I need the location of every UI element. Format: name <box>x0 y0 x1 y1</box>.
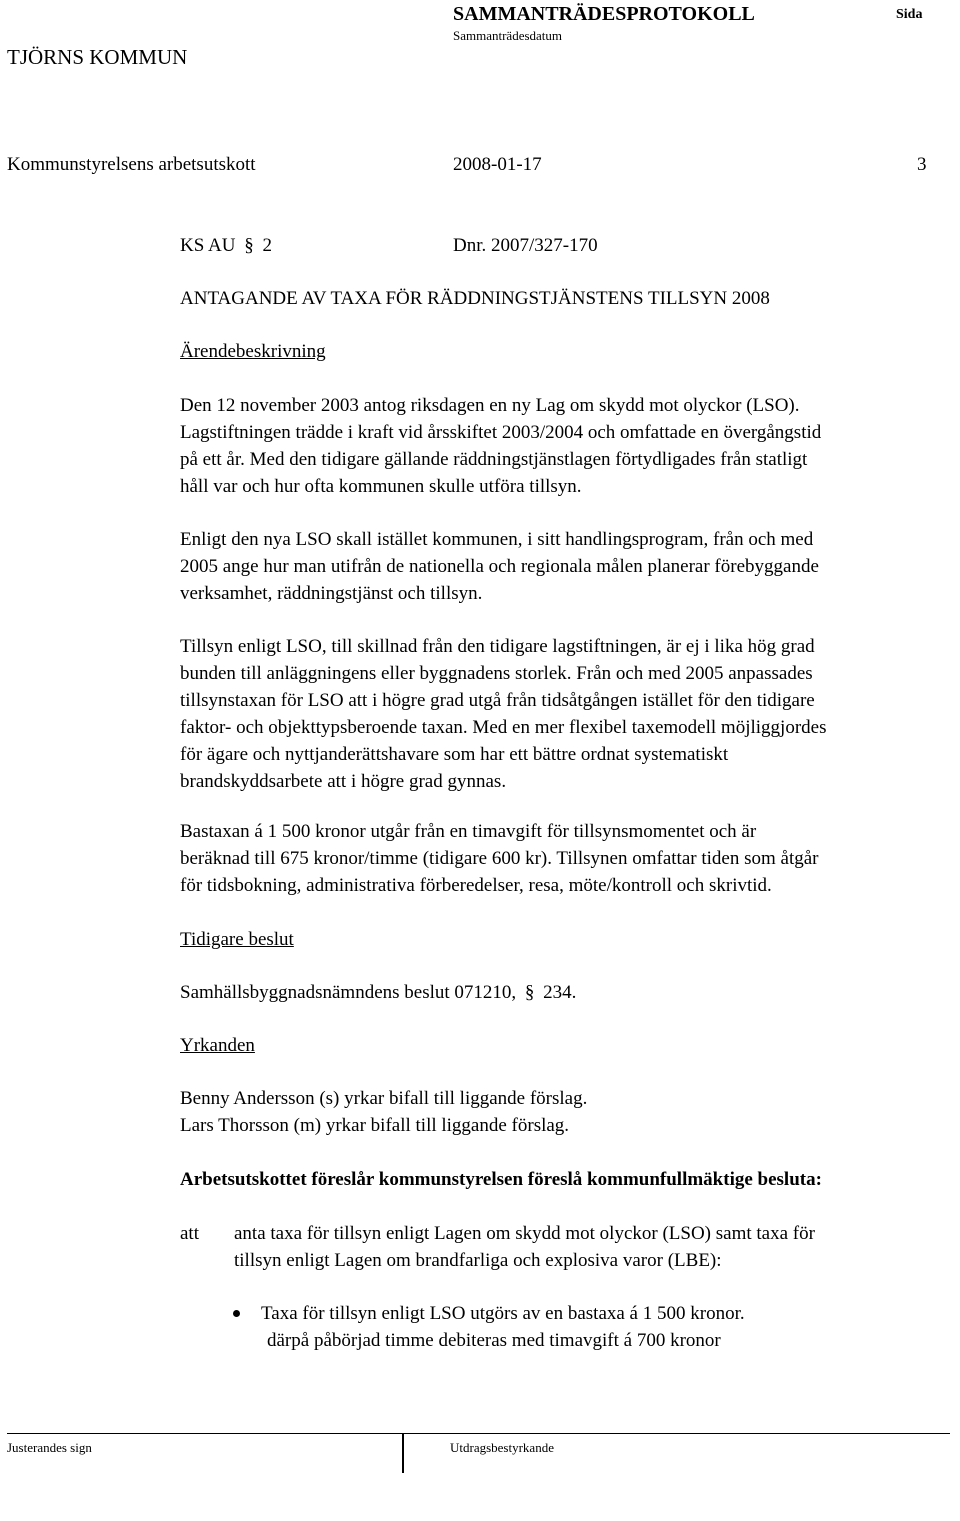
paragraph-line: brandskyddsarbete att i högre grad gynnas. <box>180 771 507 792</box>
motions-heading: Yrkanden <box>180 1035 255 1056</box>
paragraph-line: 2005 ange hur man utifrån de nationella och regionala målen planerar förebyggande <box>180 556 819 577</box>
motion-line: Benny Andersson (s) yrkar bifall till liggande förslag. <box>180 1088 588 1109</box>
paragraph-line: faktor- och objekttypsberoende taxan. Med en mer flexibel taxemodell möjliggjordes <box>180 717 827 738</box>
section-symbol: § <box>524 982 535 1003</box>
bullet-line-1: Taxa för tillsyn enligt LSO utgörs av en bastaxa á 1 500 kronor. <box>261 1303 745 1324</box>
utdragsbestyrkande-label: Utdragsbestyrkande <box>450 1440 554 1455</box>
section-symbol: § <box>244 235 254 256</box>
description-paragraph-2 <box>180 526 819 607</box>
item-ref-label: KS AU <box>180 235 236 256</box>
item-reference <box>180 232 272 259</box>
municipality-name: TJÖRNS KOMMUN <box>7 45 188 69</box>
paragraph-line: beräknad till 675 kronor/timme (tidigare 600 kr). Tillsynen omfattar tiden som åtgår <box>180 848 819 869</box>
item-title: ANTAGANDE AV TAXA FÖR RÄDDNINGSTJÄNSTENS TILLSYN 2008 <box>180 288 770 309</box>
footer-divider <box>402 1433 404 1473</box>
footer-rule <box>7 1433 950 1434</box>
paragraph-line: håll var och hur ofta kommunen skulle utföra tillsyn. <box>180 476 582 497</box>
bullet-line-2: därpå påbörjad timme debiteras med timavgift á 700 kronor <box>267 1330 721 1351</box>
previous-decision-heading: Tidigare beslut <box>180 929 294 950</box>
paragraph-line: för ägare och nyttjanderättshavare som har ett bättre ordnat systematiskt <box>180 744 729 765</box>
section-number: 234. <box>543 982 577 1003</box>
previous-decision-reference <box>180 979 576 1006</box>
page-number: 3 <box>917 154 927 175</box>
page-label: Sida <box>896 7 923 22</box>
meeting-date-label: Sammanträdesdatum <box>453 28 563 43</box>
description-paragraph-1 <box>180 392 821 500</box>
previous-decision-text: Samhällsbyggnadsnämndens beslut 071210, <box>180 982 517 1003</box>
section-number: 2 <box>262 235 272 256</box>
att-text <box>234 1220 815 1274</box>
justerandes-sign-label: Justerandes sign <box>7 1440 92 1455</box>
committee-name: Kommunstyrelsens arbetsutskott <box>7 154 256 175</box>
motion-line: Lars Thorsson (m) yrkar bifall till liggande förslag. <box>180 1115 570 1136</box>
description-heading: Ärendebeskrivning <box>180 341 326 362</box>
protocol-title: SAMMANTRÄDESPROTOKOLL <box>453 3 755 25</box>
dnr: Dnr. 2007/327-170 <box>453 235 598 256</box>
paragraph-line: Bastaxan á 1 500 kronor utgår från en timavgift för tillsynsmomentet och är <box>180 821 757 842</box>
bullet-icon <box>233 1310 240 1317</box>
paragraph-line: verksamhet, räddningstjänst och tillsyn. <box>180 583 483 604</box>
att-label: att <box>180 1223 199 1244</box>
meeting-date: 2008-01-17 <box>453 154 542 175</box>
att-line: tillsyn enligt Lagen om brandfarliga och explosiva varor (LBE): <box>234 1250 722 1271</box>
paragraph-line: Lagstiftningen trädde i kraft vid årsskiftet 2003/2004 och omfattade en övergångstid <box>180 422 822 443</box>
paragraph-line: tillsynstaxan för LSO att i högre grad utgå från tidsåtgången istället för den tidigare <box>180 690 815 711</box>
proposal-heading: Arbetsutskottet föreslår kommunstyrelsen föreslå kommunfullmäktige besluta: <box>180 1169 822 1190</box>
motions-list <box>180 1085 587 1139</box>
paragraph-line: på ett år. Med den tidigare gällande räddningstjänstlagen förtydligades från statligt <box>180 449 808 470</box>
paragraph-line: för tidsbokning, administrativa förberedelser, resa, möte/kontroll och skrivtid. <box>180 875 772 896</box>
paragraph-line: bunden till anläggningens eller byggnadens storlek. Från och med 2005 anpassades <box>180 663 813 684</box>
description-paragraph-4 <box>180 818 819 899</box>
att-line: anta taxa för tillsyn enligt Lagen om skydd mot olyckor (LSO) samt taxa för <box>234 1223 815 1244</box>
description-paragraph-3 <box>180 633 826 795</box>
paragraph-line: Den 12 november 2003 antog riksdagen en ny Lag om skydd mot olyckor (LSO). <box>180 395 800 416</box>
paragraph-line: Enligt den nya LSO skall istället kommunen, i sitt handlingsprogram, från och med <box>180 529 814 550</box>
paragraph-line: Tillsyn enligt LSO, till skillnad från den tidigare lagstiftningen, är ej i lika hög grad <box>180 636 815 657</box>
